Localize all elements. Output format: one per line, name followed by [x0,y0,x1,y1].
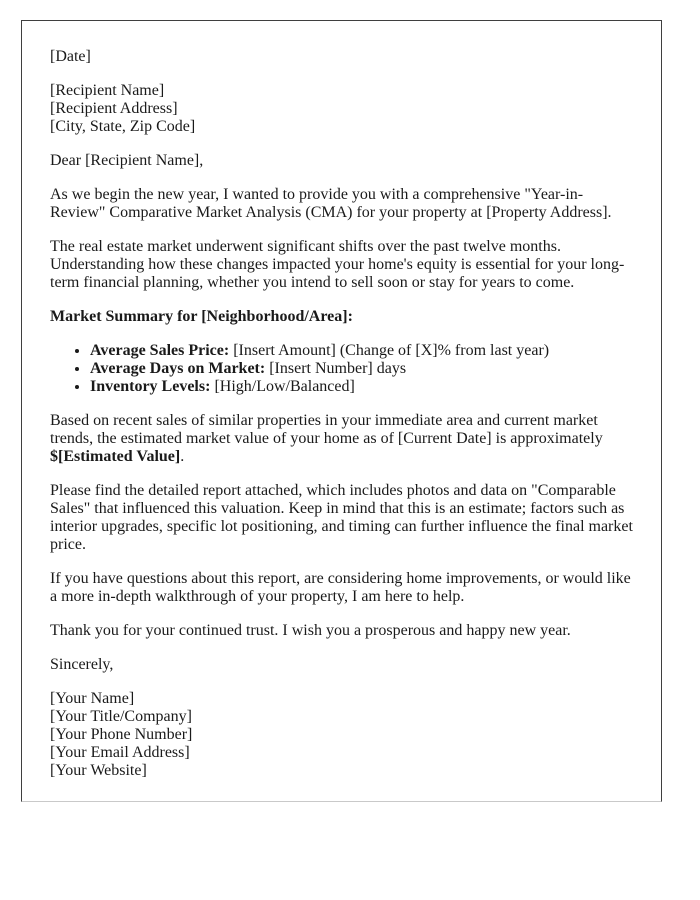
recipient-block [50,82,633,136]
salutation: Dear [Recipient Name], [50,152,204,169]
bullet-value: [High/Low/Balanced] [210,378,355,395]
estimated-value: $[Estimated Value] [50,448,181,465]
signature-title-company: [Your Title/Company] [50,708,192,725]
valuation-paragraph [50,412,633,466]
list-item [90,378,633,396]
signature-block [50,690,633,780]
bullet-label: Average Sales Price: [90,342,230,359]
bullet-value: [Insert Amount] (Change of [X]% from last year) [229,342,550,359]
market-summary-list [50,342,633,396]
intro-paragraph: As we begin the new year, I wanted to provide you with a comprehensive "Year-in-Review" Comparative Market Analysis (CMA) for your property at [Property Address]. [50,186,612,221]
bullet-label: Average Days on Market: [90,360,266,377]
signature-website: [Your Website] [50,762,147,779]
market-summary-heading: Market Summary for [Neighborhood/Area]: [50,308,353,325]
report-note-paragraph: Please find the detailed report attached, which includes photos and data on "Comparable Sales" that influenced this valuation. Keep in mind that this is an estimate; factors such as interior upgrades, specific lot positioning, and timing can further influence the final market price. [50,482,633,553]
signature-phone: [Your Phone Number] [50,726,193,743]
valuation-text: Based on recent sales of similar properties in your immediate area and current market trends, the estimated market value of your home as of [Current Date] is approximately [50,412,603,447]
date-line [50,48,633,66]
market-overview-paragraph: The real estate market underwent significant shifts over the past twelve months. Understanding how these changes impacted your home's equity is essential for your long-term financial planning, whether you intend to sell soon or stay for years to come. [50,238,625,291]
thanks-paragraph: Thank you for your continued trust. I wish you a prosperous and happy new year. [50,622,571,639]
valuation-period: . [180,448,185,465]
list-item [90,360,633,378]
recipient-name: [Recipient Name] [50,82,165,99]
signature-name: [Your Name] [50,690,135,707]
letter-page [21,20,662,802]
closing: Sincerely, [50,656,114,673]
signature-email: [Your Email Address] [50,744,190,761]
bullet-label: Inventory Levels: [90,378,211,395]
bullet-value: [Insert Number] days [265,360,407,377]
recipient-address: [Recipient Address] [50,100,178,117]
recipient-city-state-zip: [City, State, Zip Code] [50,118,196,135]
date-placeholder: [Date] [50,48,91,65]
list-item [90,342,633,360]
offer-help-paragraph: If you have questions about this report, are considering home improvements, or would like a more in-depth walkthrough of your property, I am here to help. [50,570,631,605]
